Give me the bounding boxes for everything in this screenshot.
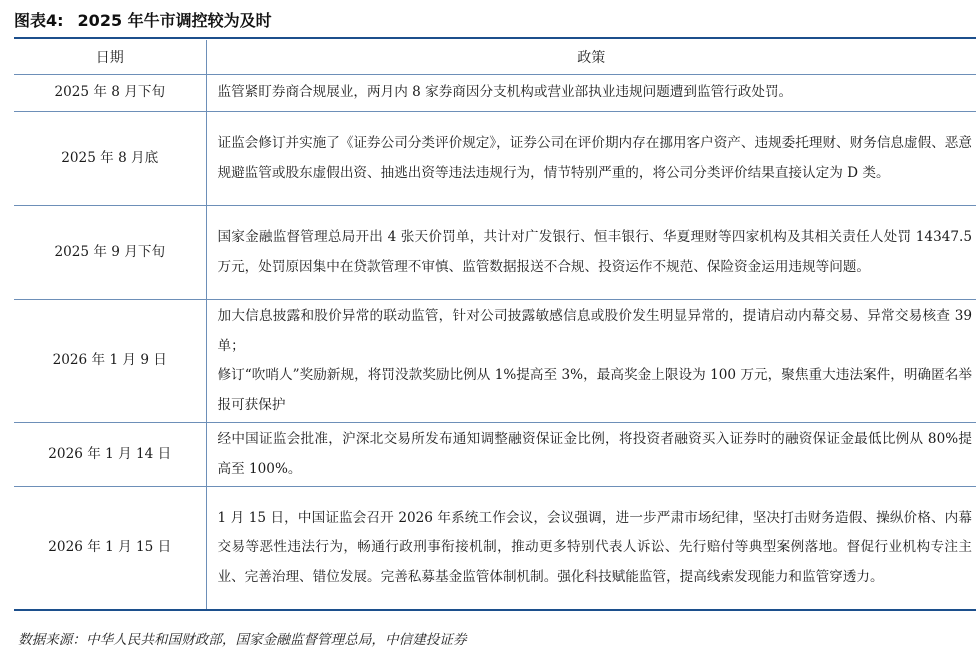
policy-cell: 证监会修订并实施了《证券公司分类评价规定》，证券公司在评价期内存在挪用客户资产、违规委托理财、财务信息虚假、恶意规避监管或股东虚假出资、抽逃出资等违法违规行为，情节特别严重的，将公司分类评价结果直接认定为 D 类。 — [206, 112, 976, 206]
table-row — [14, 423, 976, 487]
figure-label: 图表4: — [14, 11, 64, 30]
table-row — [14, 206, 976, 300]
figure-title-text: 2025 年牛市调控较为及时 — [77, 11, 272, 30]
date-cell: 2025 年 8 月底 — [14, 112, 206, 206]
policy-cell — [206, 300, 976, 423]
policy-table — [14, 40, 976, 611]
date-cell: 2026 年 1 月 14 日 — [14, 423, 206, 487]
table-row — [14, 487, 976, 610]
policy-paragraph: 加大信息披露和股价异常的联动监管，针对公司披露敏感信息或股价发生明显异常的，提请启动内幕交易、异常交易核查 39 单； — [217, 308, 972, 354]
table-row — [14, 112, 976, 206]
table-top-rule — [14, 37, 976, 39]
date-cell: 2026 年 1 月 15 日 — [14, 487, 206, 610]
figure-title — [14, 8, 272, 31]
table-header-row — [14, 40, 976, 75]
policy-cell: 经中国证监会批准，沪深北交易所发布通知调整融资保证金比例，将投资者融资买入证券时的融资保证金最低比例从 80%提高至 100%。 — [206, 423, 976, 487]
policy-cell: 监管紧盯券商合规展业，两月内 8 家券商因分支机构或营业部执业违规问题遭到监管行政处罚。 — [206, 75, 976, 112]
source-note: 数据来源：中华人民共和国财政部，国家金融监督管理总局，中信建投证券 — [18, 632, 467, 648]
policy-paragraph: 修订“吹哨人”奖励新规，将罚没款奖励比例从 1%提高至 3%，最高奖金上限设为 100 万元，聚焦重大违法案件，明确匿名举报可获保护 — [217, 367, 972, 413]
date-cell: 2025 年 9 月下旬 — [14, 206, 206, 300]
date-cell: 2026 年 1 月 9 日 — [14, 300, 206, 423]
date-cell: 2025 年 8 月下旬 — [14, 75, 206, 112]
policy-column-header: 政策 — [206, 40, 976, 75]
table-row — [14, 300, 976, 423]
policy-cell: 1 月 15 日，中国证监会召开 2026 年系统工作会议，会议强调，进一步严肃市场纪律，坚决打击财务造假、操纵价格、内幕交易等恶性违法行为，畅通行政刑事衔接机制，推动更多特别代表人诉讼、先行赔付等典型案例落地。督促行业机构专注主业、完善治理、错位发展。完善私募基金监管体制机制。强化科技赋能监管，提高线索发现能力和监管穿透力。 — [206, 487, 976, 610]
date-column-header: 日期 — [14, 40, 206, 75]
table-row — [14, 75, 976, 112]
policy-cell: 国家金融监督管理总局开出 4 张天价罚单，共计对广发银行、恒丰银行、华夏理财等四家机构及其相关责任人处罚 14347.5 万元，处罚原因集中在贷款管理不审慎、监管数据报送不合规、投资运作不规范、保险资金运用违规等问题。 — [206, 206, 976, 300]
